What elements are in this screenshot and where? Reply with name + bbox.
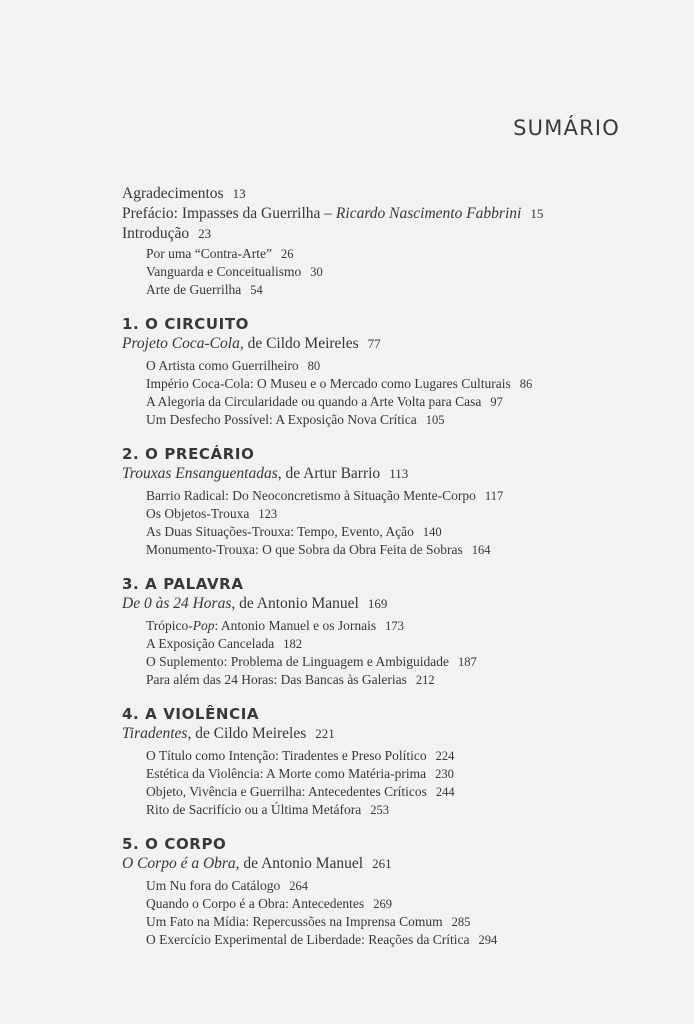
page-number: 285 <box>451 915 471 929</box>
entry-label-post: : Antonio Manuel e os Jornais <box>214 618 377 633</box>
toc-subentry <box>122 375 662 393</box>
work-by: , de Antonio Manuel <box>235 855 364 872</box>
entry-author: Ricardo Nascimento Fabbrini <box>335 205 522 222</box>
toc-subentry <box>122 393 662 411</box>
toc-subentry <box>122 487 662 505</box>
entry-label: Quando o Corpo é a Obra: Antecedentes <box>146 896 365 911</box>
chapter-1 <box>122 314 662 429</box>
entry-label: O Exercício Experimental de Liberdade: Reações da Crítica <box>146 932 470 947</box>
entry-label: O Suplemento: Problema de Linguagem e Ambiguidade <box>146 654 449 669</box>
toc-subentry <box>122 877 662 895</box>
work-by: , de Cildo Meireles <box>239 335 359 352</box>
toc-subentry <box>122 357 662 375</box>
page-number: 187 <box>457 655 477 669</box>
chapter-heading: 3. A PALAVRA <box>122 575 244 593</box>
toc-subentry <box>122 801 662 819</box>
work-title: Trouxas Ensanguentadas <box>122 465 278 482</box>
toc-subentry <box>122 671 662 689</box>
toc-entry-introducao <box>122 224 662 244</box>
chapter-work-line <box>122 724 662 744</box>
page-number: 212 <box>415 673 435 687</box>
toc-subentry <box>122 541 662 559</box>
page-number: 54 <box>250 283 263 297</box>
chapter-heading: 1. O CIRCUITO <box>122 315 250 333</box>
entry-label: Estética da Violência: A Morte como Matéria-prima <box>146 766 427 781</box>
toc-subentry <box>122 931 662 949</box>
page-number: 80 <box>307 359 321 373</box>
chapter-heading: 4. A VIOLÊNCIA <box>122 705 260 723</box>
intro-sections <box>122 245 662 299</box>
entry-label: Barrio Radical: Do Neoconcretismo à Situação Mente-Corpo <box>146 488 476 503</box>
entry-label: Objeto, Vivência e Guerrilha: Antecedentes Críticos <box>146 784 427 799</box>
page-number: 140 <box>422 525 442 539</box>
toc-subentry <box>122 617 662 635</box>
page-number: 15 <box>530 206 544 221</box>
page-number: 30 <box>310 265 323 279</box>
work-title: Projeto Coca-Cola <box>122 335 240 352</box>
entry-label: Rito de Sacrifício ou a Última Metáfora <box>146 802 362 817</box>
toc-subentry <box>122 505 662 523</box>
toc-subentry <box>122 783 662 801</box>
entry-label: Os Objetos-Trouxa <box>146 506 250 521</box>
page-number: 123 <box>258 507 278 521</box>
work-by: , de Artur Barrio <box>277 465 381 482</box>
toc-entry-prefacio <box>122 204 662 224</box>
chapter-work-line <box>122 334 662 354</box>
work-by: , de Antonio Manuel <box>231 595 359 612</box>
chapter-work-line <box>122 464 662 484</box>
chapter-2 <box>122 444 662 559</box>
work-title: Tiradentes <box>122 725 188 742</box>
entry-label: Monumento-Trouxa: O que Sobra da Obra Feita de Sobras <box>146 542 463 557</box>
page-number: 221 <box>315 726 335 741</box>
chapter-4 <box>122 704 662 819</box>
toc-subentry <box>122 635 662 653</box>
entry-label: Por uma “Contra-Arte” <box>146 246 272 261</box>
entry-label: Um Desfecho Possível: A Exposição Nova Crítica <box>146 412 417 427</box>
entry-label: Um Fato na Mídia: Repercussões na Imprensa Comum <box>146 914 443 929</box>
toc-entry-agradecimentos <box>122 184 662 204</box>
entry-label-pre: Trópico- <box>146 618 193 633</box>
entry-label: Prefácio: Impasses da Guerrilha – <box>122 205 336 222</box>
entry-label: Império Coca-Cola: O Museu e o Mercado como Lugares Culturais <box>146 376 511 391</box>
chapter-work-line <box>122 594 662 614</box>
toc-subentry <box>122 765 662 783</box>
page-number: 77 <box>367 336 381 351</box>
entry-label: Introdução <box>122 225 190 242</box>
page-number: 26 <box>280 247 294 261</box>
chapter-heading: 5. O CORPO <box>122 835 227 853</box>
page-number: 113 <box>389 466 409 481</box>
page-number: 244 <box>435 785 455 799</box>
toc-subentry <box>122 281 662 299</box>
chapter-5 <box>122 834 662 949</box>
work-title: De 0 às 24 Horas <box>122 595 232 612</box>
entry-label: Vanguarda e Conceitualismo <box>146 264 302 279</box>
toc-subentry <box>122 245 662 263</box>
entry-label: Arte de Guerrilha <box>146 282 242 297</box>
toc-subentry <box>122 895 662 913</box>
chapter-work-line <box>122 854 662 874</box>
page-number: 294 <box>478 933 498 947</box>
entry-label: Agradecimentos <box>122 185 224 202</box>
toc-subentry <box>122 653 662 671</box>
toc-subentry <box>122 913 662 931</box>
work-by: , de Cildo Meireles <box>187 725 307 742</box>
toc-subentry <box>122 411 662 429</box>
page-number: 105 <box>425 413 445 427</box>
chapter-heading: 2. O PRECÁRIO <box>122 445 255 463</box>
page-number: 269 <box>373 897 392 911</box>
entry-label: Um Nu fora do Catálogo <box>146 878 281 893</box>
page-number: 264 <box>289 879 308 893</box>
page-number: 97 <box>490 395 503 409</box>
chapter-3 <box>122 574 662 689</box>
page-number: 117 <box>484 489 504 503</box>
entry-label: O Título como Intenção: Tiradentes e Preso Político <box>146 748 427 763</box>
entry-label-italic: Pop <box>192 618 215 633</box>
page-number: 261 <box>372 856 392 871</box>
entry-label: Para além das 24 Horas: Das Bancas às Galerias <box>146 672 407 687</box>
page-number: 13 <box>232 186 246 201</box>
page-number: 169 <box>367 596 388 611</box>
entry-label: As Duas Situações-Trouxa: Tempo, Evento, Ação <box>146 524 414 539</box>
entry-label: A Alegoria da Circularidade ou quando a Arte Volta para Casa <box>146 394 482 409</box>
page-number: 173 <box>385 619 404 633</box>
page-title: SUMÁRIO <box>513 116 620 140</box>
toc-subentry <box>122 523 662 541</box>
page-number: 164 <box>471 543 491 557</box>
toc-subentry <box>122 747 662 765</box>
page-number: 182 <box>283 637 302 651</box>
page-number: 253 <box>370 803 389 817</box>
page-number: 230 <box>435 767 454 781</box>
page-number: 86 <box>519 377 533 391</box>
page-number: 23 <box>198 226 212 241</box>
toc-subentry <box>122 263 662 281</box>
entry-label: O Artista como Guerrilheiro <box>146 358 299 373</box>
table-of-contents <box>122 184 662 949</box>
page-number: 224 <box>435 749 455 763</box>
entry-label: A Exposição Cancelada <box>146 636 275 651</box>
work-title: O Corpo é a Obra <box>122 855 236 872</box>
